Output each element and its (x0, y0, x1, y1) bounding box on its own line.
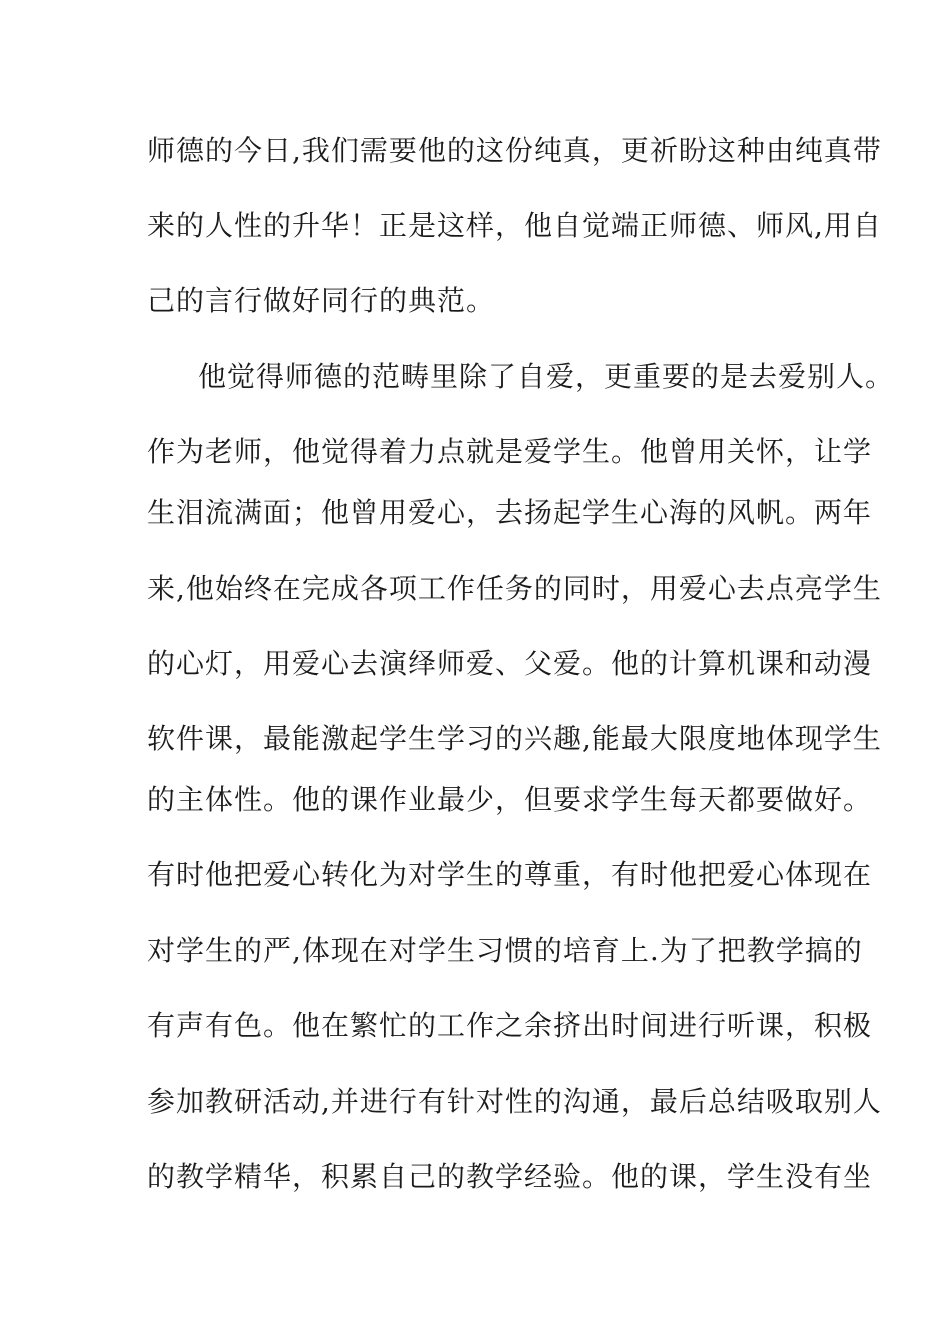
text-line-9: 软件课，最能激起学生学习的兴趣,能最大限度地体现学生 (147, 722, 882, 755)
text-line-15: 的教学精华，积累自己的教学经验。他的课，学生没有坐 (147, 1160, 873, 1193)
text-line-3: 己的言行做好同行的典范。 (147, 284, 496, 317)
text-line-6: 生泪流满面；他曾用爱心，去扬起学生心海的风帆。两年 (147, 496, 873, 529)
text-line-10: 的主体性。他的课作业最少，但要求学生每天都要做好。 (147, 783, 873, 816)
text-line-12: 对学生的严,体现在对学生习惯的培育上.为了把教学搞的 (147, 934, 863, 967)
text-line-7: 来,他始终在完成各项工作任务的同时，用爱心去点亮学生 (147, 572, 882, 605)
text-line-4: 他觉得师德的范畴里除了自爱，更重要的是去爱别人。 (198, 360, 895, 393)
text-line-8: 的心灯，用爱心去演绎师爱、父爱。他的计算机课和动漫 (147, 647, 873, 680)
text-line-2: 来的人性的升华！正是这样，他自觉端正师德、师风,用自 (147, 209, 882, 242)
text-line-13: 有声有色。他在繁忙的工作之余挤出时间进行听课，积极 (147, 1009, 873, 1042)
text-line-11: 有时他把爱心转化为对学生的尊重，有时他把爱心体现在 (147, 858, 873, 891)
text-line-14: 参加教研活动,并进行有针对性的沟通，最后总结吸取别人 (147, 1085, 882, 1118)
text-line-1: 师德的今日,我们需要他的这份纯真，更祈盼这种由纯真带 (147, 134, 882, 167)
text-line-5: 作为老师，他觉得着力点就是爱学生。他曾用关怀，让学 (147, 435, 873, 468)
